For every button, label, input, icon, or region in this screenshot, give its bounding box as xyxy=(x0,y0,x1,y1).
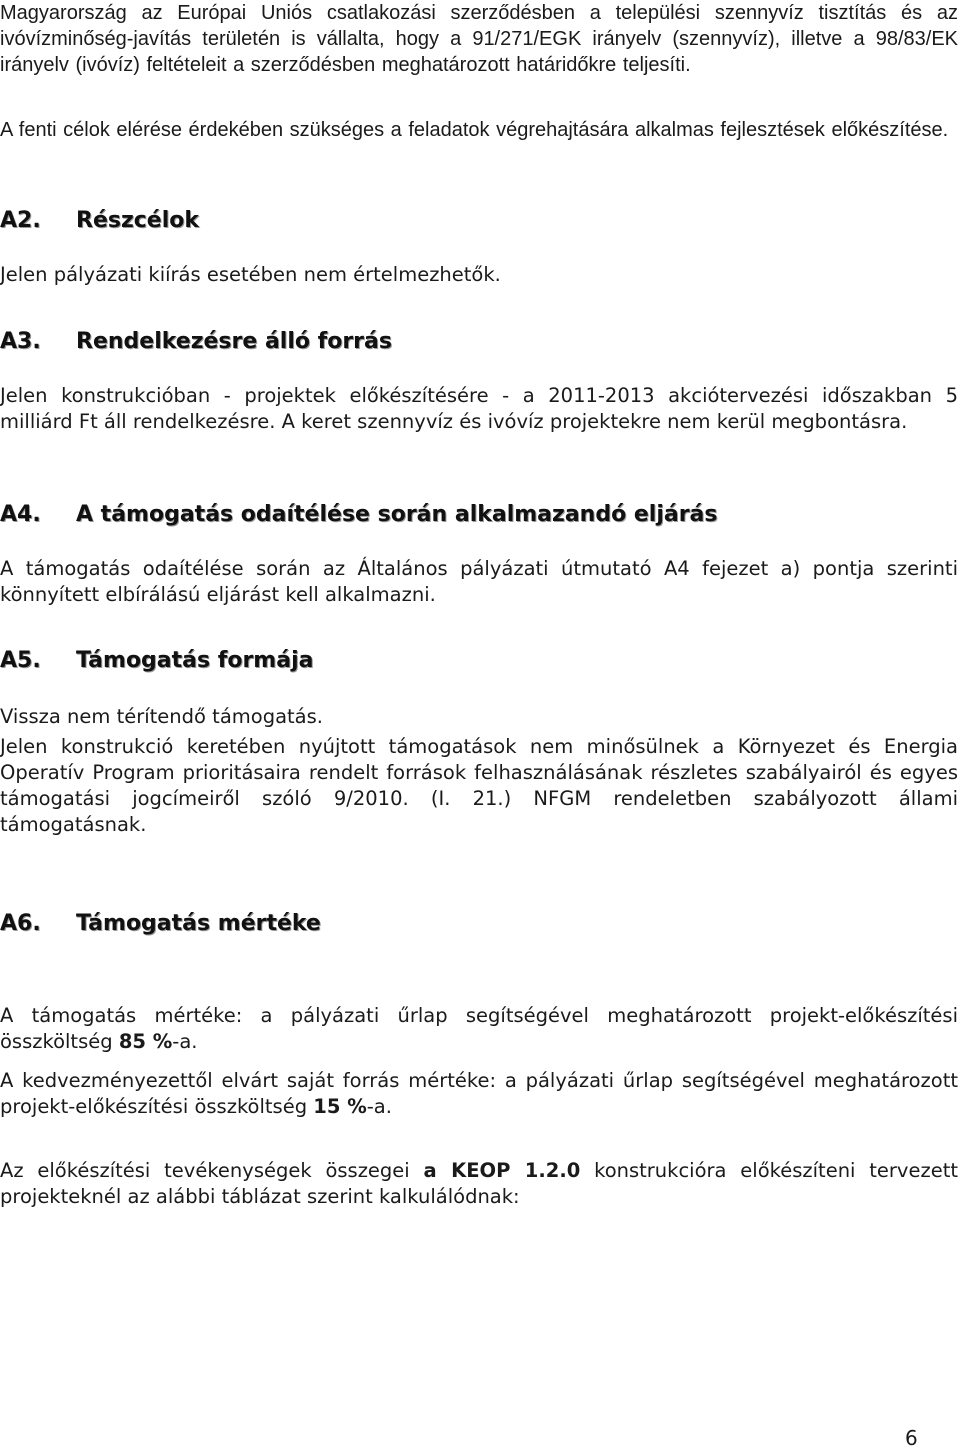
intro-paragraph-2: A fenti célok elérése érdekében szükséges a feladatok végrehajtására alkalmas fejlesztések előkészítése. xyxy=(0,119,949,141)
a5-text-1: Vissza nem térítendő támogatás. xyxy=(0,705,323,728)
a6-p1-suffix: -a. xyxy=(172,1030,198,1053)
section-title: Részcélok xyxy=(76,208,200,233)
a6-p1-text: A támogatás mértéke: a pályázati űrlap segítségével meghatározott projekt-előkészítési összköltség xyxy=(0,1004,958,1053)
section-heading-a2 xyxy=(0,208,199,233)
section-title: Támogatás formája xyxy=(76,648,314,673)
a3-text: Jelen konstrukcióban - projektek előkészítésére - a 2011-2013 akciótervezési időszakban 5 milliárd Ft áll rendelkezésre. A keret szennyvíz és ivóvíz projektekre nem kerül megbontásra. xyxy=(0,384,958,433)
a2-text: Jelen pályázati kiírás esetében nem értelmezhetők. xyxy=(0,263,501,286)
section-title: A támogatás odaítélése során alkalmazandó eljárás xyxy=(76,502,718,527)
a5-text-2: Jelen konstrukció keretében nyújtott támogatások nem minősülnek a Környezet és Energia Operatív Program prioritásaira rendelt források felhasználásának részletes szabályairól és egyes támogatási jogcímeiről szóló 9/2010. (I. 21.) NFGM rendeletben szabályozott állami támogatásnak. xyxy=(0,735,958,836)
section-heading-a5 xyxy=(0,648,313,673)
a6-p1-percent: 85 % xyxy=(118,1030,173,1053)
a6-p2-text: A kedvezményezettől elvárt saját forrás mértéke: a pályázati űrlap segítségével meghatározott projekt-előkészítési összköltség xyxy=(0,1069,958,1118)
a6-p2-percent: 15 % xyxy=(313,1095,367,1118)
a6-p3-suffix: konstrukcióra előkészíteni tervezett projekteknél az alábbi táblázat szerint kalkulálódnak: xyxy=(0,1159,958,1208)
section-heading-a4 xyxy=(0,502,718,527)
section-number: A2. xyxy=(0,208,41,233)
section-number: A4. xyxy=(0,502,41,527)
section-title: Rendelkezésre álló forrás xyxy=(76,329,392,354)
a6-p2-suffix: -a. xyxy=(366,1095,392,1118)
section-number: A3. xyxy=(0,329,41,354)
a6-p3-construction: a KEOP 1.2.0 xyxy=(423,1159,581,1182)
a6-paragraph-3 xyxy=(0,1158,958,1210)
page-number: 6 xyxy=(905,1426,918,1450)
a4-text: A támogatás odaítélése során az Általános pályázati útmutató A4 fejezet a) pontja szerinti könnyített elbírálású eljárást kell alkalmazni. xyxy=(0,557,958,606)
a6-p3-text: Az előkészítési tevékenységek összegei xyxy=(0,1159,424,1182)
section-heading-a3 xyxy=(0,329,392,354)
section-heading-a6 xyxy=(0,911,321,936)
section-title: Támogatás mértéke xyxy=(76,911,321,936)
a6-paragraph-1 xyxy=(0,1003,958,1055)
intro-paragraph-1: Magyarország az Európai Uniós csatlakozási szerződésben a települési szennyvíz tisztítás és az ivóvízminőség-javítás területén is vállalta, hogy a 91/271/EGK irányelv (szennyvíz), illetve a 98/83/EK irányelv (ivóvíz) feltételeit a szerződésben meghatározott határidőkre teljesíti. xyxy=(0,2,958,76)
section-number: A6. xyxy=(0,911,41,936)
section-number: A5. xyxy=(0,648,41,673)
a6-paragraph-2 xyxy=(0,1068,958,1120)
